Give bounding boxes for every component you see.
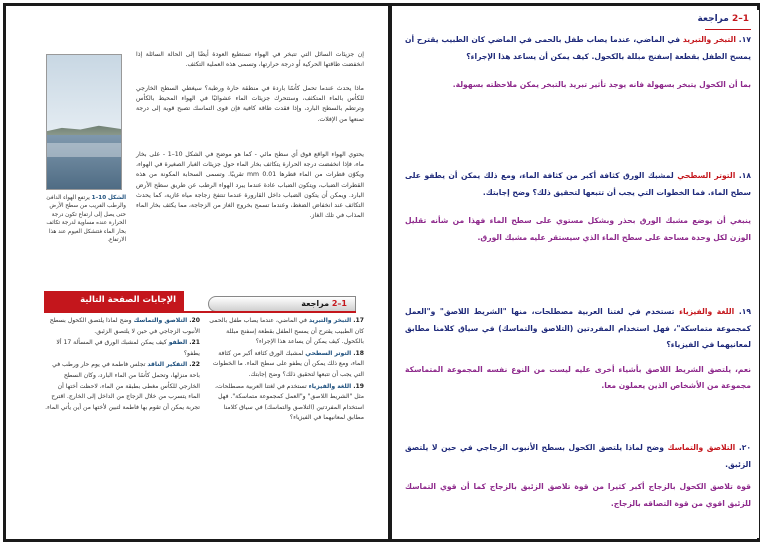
item-key: اللغة والفيزياء — [679, 307, 735, 316]
section-title-label: مراجعة — [697, 14, 729, 24]
item-17-question — [405, 32, 751, 65]
section-divider — [44, 311, 356, 313]
figure-caption-label: الشكل 10–1 — [91, 195, 126, 201]
item-18-question — [405, 168, 751, 201]
item-key: التوتر السطحي — [677, 171, 736, 180]
question-text: لمشبك الورق كثافة أكبر من كثافة الماء، ومع ذلك يمكن أن يطفو على سطح الماء. ما الخطوات التي يجب أن تتبعها لتحقيق ذلك؟ وضح إجابتك. — [212, 349, 364, 378]
question-number: 19. — [353, 382, 364, 390]
intro-paragraph-2: ماذا يحدث عندما تحمل كأسًا باردة في منطقة حارة ورطبة؟ سيغطي السطح الخارجي للكأس بالماء المتكثف، وستتحرك جزيئات الماء عشوائيًا في الهواء المحيط بالكأس وترتطم بالسطح البارد، وإذا فقدت طاقة كافية فإن قوى التماسك تصبح قوية إلى درجة تمنعها من الإفلات. — [136, 85, 364, 123]
book-question-17 — [208, 316, 364, 348]
item-number: ١٩. — [738, 307, 751, 316]
question-text: كيف يمكن لمشبك الورق في المسألة 17 ألا يطفو؟ — [56, 339, 200, 357]
item-17 — [405, 32, 751, 94]
photo-sky — [47, 55, 121, 133]
question-key: التلاصق والتماسك — [133, 317, 188, 324]
item-question-text: تستخدم في لغتنا العربية مصطلحات، منها "الشريط اللاصق" و"العمل كمجموعة متماسكة"، فهل استخدام المفردتين (التلاصق والتماسك) في سياق كلامنا مطابق لمعانيهما في الفيزياء؟ — [405, 307, 751, 350]
questions-right-column — [208, 316, 364, 425]
question-key: التفكير الناقد — [147, 361, 188, 369]
questions-left-column — [44, 316, 200, 414]
page-gutter — [388, 6, 392, 539]
question-number: 17. — [353, 317, 364, 324]
item-question-text: لمشبك الورق كثافة أكبر من كثافة الماء، ومع ذلك يمكن أن يطفو على سطح الماء. فما الخطوات التي يجب أن تتبعها لتحقيق ذلك؟ وضح إجابتك. — [405, 171, 751, 197]
figure-caption-text: يرتفع الهواء الدافئ والرطب القريب من سطح الأرض حتى يصل إلى ارتفاع تكون درجة الحرارة عنده مساوية لدرجة تكاثف بخار الماء فتتشكل الغيوم عند هذا الارتفاع. — [46, 195, 126, 244]
question-key: الطفو — [168, 339, 188, 347]
question-text: تستخدم في لغتنا العربية مصطلحات، مثل "الشريط اللاصق" و"العمل كمجموعة متماسكة". فهل استخدام المفردتين (التلاصق والتماسك) في سياق كلامنا مطابق لمعانيهما في الفيزياء؟ — [214, 382, 364, 422]
review-section-tab — [208, 296, 356, 312]
photo-fog — [47, 143, 121, 156]
question-number: 18. — [353, 349, 364, 357]
item-19 — [405, 304, 751, 395]
item-question-text: وضح لماذا يلتصق الكحول بسطح الأنبوب الزجاجي في حين لا يلتصق الزئبق. — [405, 443, 751, 469]
question-key: اللغة والفيزياء — [308, 382, 352, 390]
item-number: ١٧. — [738, 35, 751, 44]
book-question-19 — [208, 382, 364, 424]
item-key: التبخر والتبريد — [682, 35, 736, 44]
section-title-number: 1–2 — [731, 14, 749, 24]
item-19-answer: نعم، يلتصق الشريط اللاصق بأشياء أخرى عليه ليست من النوع نفسه المجموعة المتماسكة مجموعة من الأشخاص الذين يعملون معا. — [405, 364, 751, 391]
answers-banner: الإجابات الصفحة التالية — [44, 291, 184, 311]
book-question-22 — [44, 360, 200, 413]
item-20 — [405, 440, 751, 512]
question-key: التوتر السطحي — [305, 349, 352, 357]
fog-over-water-photo — [46, 54, 122, 190]
item-17-answer: بما أن الكحول يتبخر بسهولة فانه يوجد تأثير تبريد بالتبخر يمكن ملاحظته بسهولة. — [452, 80, 751, 90]
textbook-page — [10, 10, 386, 538]
document-frame — [3, 3, 760, 542]
figure-caption — [44, 194, 126, 244]
item-20-answer: قوة تلاصق الكحول بالزجاج أكبر كثيرا من قوة تلاصق الزئبق بالزجاج كما أن قوي التماسك للزئبق اقوي من قوة التصاقه بالزجاج. — [405, 482, 751, 508]
item-number: ٢٠. — [738, 443, 751, 452]
item-20-question — [405, 440, 751, 473]
book-question-18 — [208, 349, 364, 381]
question-text: تجلس فاطمة في يوم حار ورطب في باحة منزلها، وتحمل كأسًا من الماء البارد، وكان السطح الخارجي للكأس مغطى بطبقة من الماء، لاحظت أختها أن الماء يتسرب من خلال الزجاج من الداخل إلى الخارج. اقترح تجربة يمكن أن تقوم بها فاطمة لتبين لأختها من أين يأتي الماء. — [45, 361, 200, 411]
review-label: مراجعة — [301, 299, 330, 308]
section-title — [698, 14, 749, 24]
section-title-underline — [705, 29, 751, 30]
book-question-21 — [44, 338, 200, 359]
question-number: 20. — [189, 317, 200, 324]
intro-paragraph-1: إن جزيئات السائل التي تتبخر في الهواء تستطيع العودة أيضًا إلى الحالة السائلة إذا انخفضت طاقتها الحركية أو درجة حرارتها، وتسمى هذه العملية التكثف. — [136, 51, 364, 69]
intro-paragraph-3: يحتوي الهواء الواقع فوق أي سطح مائي - كما هو موضح في الشكل 10–1 - على بخار ماء، فإذا انخفضت درجة الحرارة يتكاثف بخار الماء حول جزيئات الغبار الصغيرة في الهواء، ويكوّن قطرات من الماء قطرها 0.01 mm تقريبًا. وتسمى السحابة المكونة من هذه القطرات الضباب، ويتكون الضباب عادة عندما يبرد الهواء الرطب عن طريق سطح الأرض البارد. ويمكن أن يتكون الضباب داخل القارورة عندما تنتفخ زجاجة مياه غازية، كما يحدث التكاثف عند انخفاض الضغط، وعندما تسمح بخروج الغاز من الزجاجة، مما يكثف بخار الماء المذاب في تلك الغاز. — [136, 151, 364, 220]
question-key: التبخر والتبريد — [308, 317, 352, 324]
item-question-text: في الماضي، عندما يصاب طفل بالحمى في الماضي كان الطبيب يقترح أن يمسح الطفل بقطعة إسفنج مبللة بالكحول. كيف يمكن أن يساعد هذا الإجراء؟ — [405, 35, 751, 61]
review-number: 1–2 — [331, 299, 347, 308]
item-number: ١٨. — [738, 171, 751, 180]
item-19-question — [405, 304, 751, 354]
answer-sheet-page — [395, 10, 759, 538]
question-text: في الماضي، عندما يصاب طفل بالحمى كان الطبيب يقترح أن يمسح الطفل بقطعة إسفنج مبللة بالكحول. كيف يمكن أن يساعد هذا الإجراء؟ — [209, 317, 364, 346]
question-number: 22. — [189, 361, 200, 369]
item-18-answer: ينبغي أن يوضع مشبك الورق بحذر وبشكل مستوي على سطح الماء فهذا من شأنه تقليل الوزن لكل وحدة مساحة على سطح الماء الذي سيستقر عليه مشبك الورق. — [405, 216, 751, 242]
item-18 — [405, 168, 751, 246]
question-number: 21. — [189, 339, 200, 347]
item-key: التلاصق والتماسك — [667, 443, 736, 452]
question-text: وضح لماذا يلتصق الكحول بسطح الأنبوب الزجاجي في حين لا يلتصق الزئبق. — [49, 317, 200, 335]
book-question-20 — [44, 316, 200, 337]
